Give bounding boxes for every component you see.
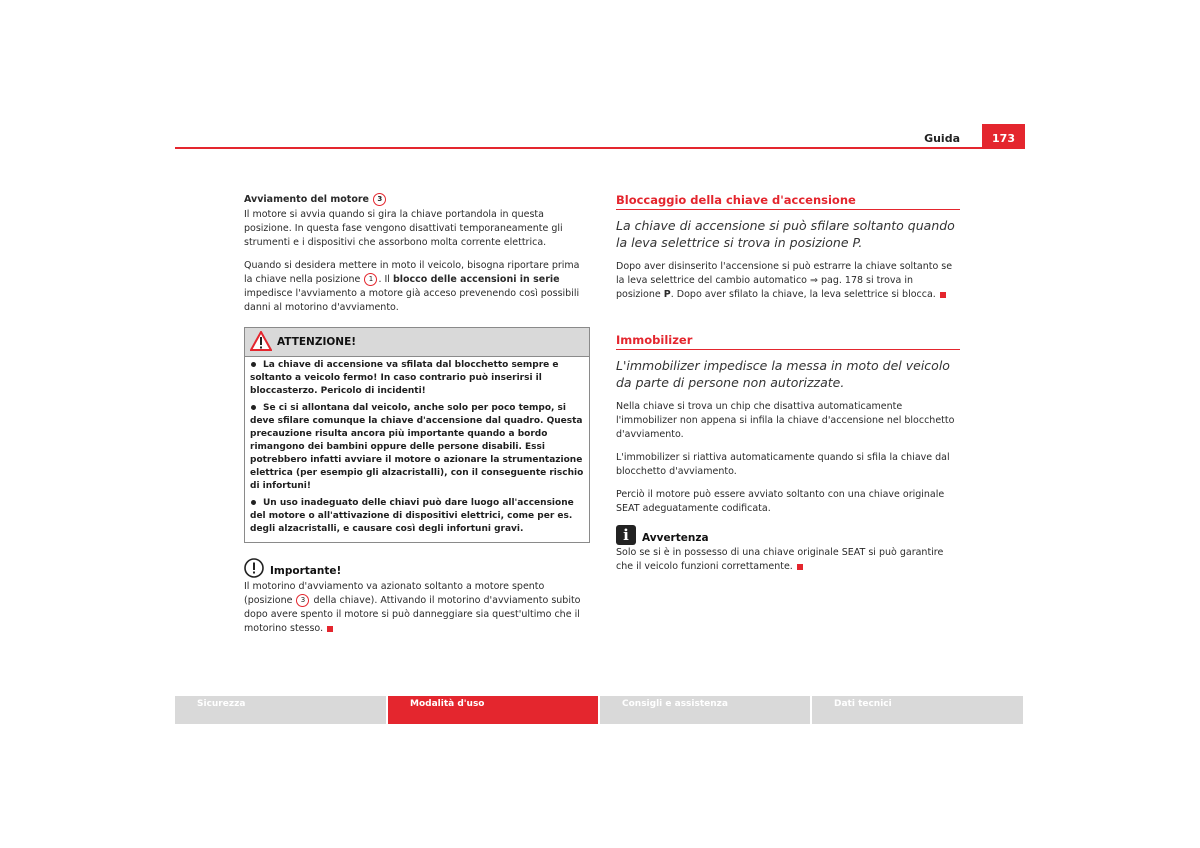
footer-tab-sicurezza[interactable]: Sicurezza [175,696,386,724]
footer-nav [175,696,1025,724]
position-ref: 3 [296,594,309,607]
warning-triangle-icon [250,331,272,351]
exclamation-circle-icon [244,558,264,578]
warning-item: La chiave di accensione va sfilata dal blocchetto sempre e soltanto a veicolo fermo! In caso contrario può inserirsi il bloccasterzo. Pericolo di incidenti! [250,360,559,396]
warning-box [244,327,590,543]
paragraph: Perciò il motore può essere avviato soltanto con una chiave originale SEAT adeguatamente codificata. [616,489,945,514]
header-rule [175,147,1025,149]
section-lead: L'immobilizer impedisce la messa in moto del veicolo da parte di persone non autorizzate. [616,358,950,390]
footer-tab-dati-tecnici[interactable]: Dati tecnici [812,696,1023,724]
section-lead: La chiave di accensione si può sfilare soltanto quando la leva selettrice si trova in posizione P. [616,218,955,250]
end-of-section-mark [940,292,946,298]
position-ref: 1 [364,273,377,286]
bullet-icon [251,500,256,505]
note-title: Avvertenza [642,532,709,544]
chapter-title: Guida [924,132,960,145]
warning-title: ATTENZIONE! [277,336,357,348]
paragraph: Dopo aver disinserito l'accensione si può estrarre la chiave soltanto se la leva selettrice del cambio automatico ⇒ pag. 178 si trova in posizione P. Dopo aver sfilato la chiave, la leva selettrice si blocca. [616,261,953,300]
bullet-icon [251,405,256,410]
subhead-avviamento: Avviamento del motore 3 [244,193,590,207]
paragraph: Quando si desidera mettere in moto il veicolo, bisogna riportare prima la chiave nella posizione 1 . Il blocco delle accensioni in serie impedisce l'avviamento a motore già acceso prevenendo così possibili danni al motorino d'avviamento. [244,260,580,313]
page-number: 173 [982,124,1025,149]
paragraph: Solo se si è in possesso di una chiave originale SEAT si può garantire che il veicolo funzioni correttamente. [616,547,944,572]
paragraph: Nella chiave si trova un chip che disattiva automaticamente l'immobilizer non appena si infila la chiave d'accensione nel blocchetto d'avviamento. [616,401,955,440]
right-column [616,193,960,583]
footer-tab-modalita-uso[interactable]: Modalità d'uso [388,696,598,724]
bullet-icon [251,362,256,367]
footer-tab-consigli-assistenza[interactable]: Consigli e assistenza [600,696,810,724]
note-header [616,525,960,545]
important-header [244,558,590,578]
section-heading-bloccaggio: Bloccaggio della chiave d'accensione [616,193,960,210]
warning-item: Un uso inadeguato delle chiavi può dare luogo all'accensione del motore o all'attivazione di dispositivi elettrici, come per es. degli alzacristalli, e causare così degli infortuni gravi. [250,498,574,534]
paragraph: Il motore si avvia quando si gira la chiave portandola in questa posizione. In questa fase vengono disattivati temporaneamente gli strumenti e i dispositivi che assorbono molta corrente elettrica. [244,209,563,248]
end-of-section-mark [327,626,333,632]
paragraph: Il motorino d'avviamento va azionato soltanto a motore spento (posizione 3 della chiave). Attivando il motorino d'avviamento subito dopo avere spento il motore si può danneggiare sia quest'ultimo che il motorino stesso. [244,581,581,634]
paragraph: L'immobilizer si riattiva automaticamente quando si sfila la chiave dal blocchetto d'avviamento. [616,452,950,477]
warning-header [245,328,589,357]
info-icon [616,525,636,545]
warning-item: Se ci si allontana dal veicolo, anche solo per poco tempo, si deve sfilare comunque la chiave d'accensione dal quadro. Questa precauzione risulta ancora più importante quando a bordo rimangono dei bambini oppure delle persone disabili. Essi potrebbero infatti avviare il motore o azionare la strumentazione elettrica (per esempio gli alzacristalli), con il conseguente rischio di infortuni! [250,403,584,491]
section-heading-immobilizer: Immobilizer [616,333,960,350]
position-ref: 3 [373,193,386,206]
left-column [244,193,590,645]
end-of-section-mark [797,564,803,570]
warning-body [245,357,589,542]
important-title: Importante! [270,565,342,577]
